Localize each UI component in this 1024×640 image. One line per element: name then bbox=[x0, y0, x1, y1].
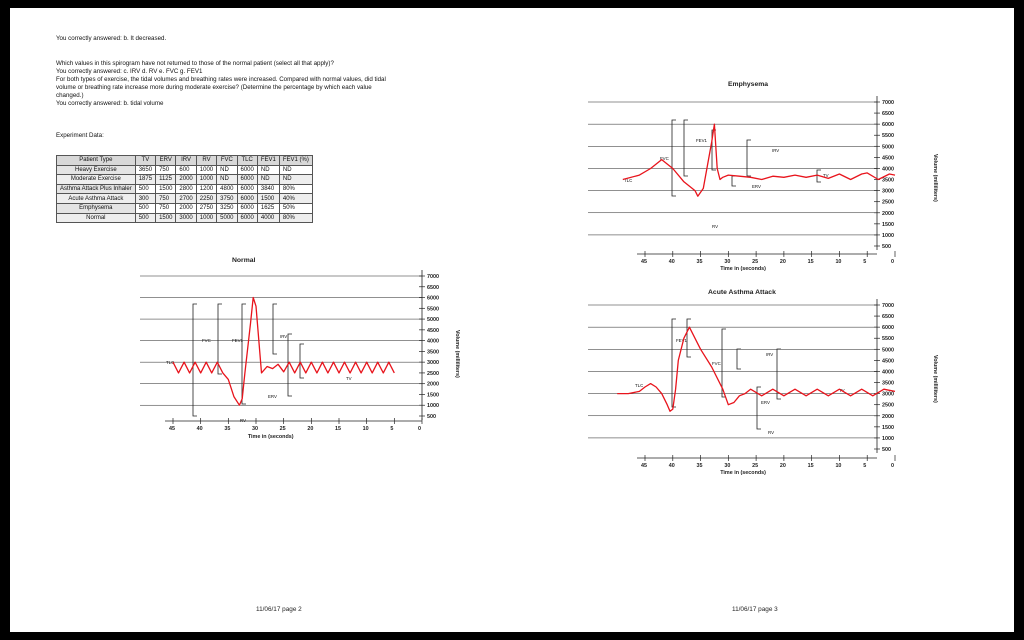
y-tick-label: 5000 bbox=[882, 144, 894, 151]
table-header-cell: TLC bbox=[237, 156, 257, 166]
x-tick-label: 5 bbox=[863, 463, 867, 469]
spirogram-line bbox=[173, 298, 394, 406]
table-cell: 1000 bbox=[196, 165, 216, 175]
x-tick-label: 25 bbox=[752, 259, 759, 265]
bracket bbox=[747, 140, 751, 176]
y-tick-label: 500 bbox=[427, 414, 436, 420]
x-tick-label: 35 bbox=[696, 463, 703, 469]
table-cell: 1500 bbox=[257, 194, 279, 204]
volume-label-erv: ERV bbox=[752, 184, 761, 189]
table-cell: 1200 bbox=[196, 184, 216, 194]
emphysema-spirogram-chart bbox=[512, 78, 1014, 283]
experiment-data-table bbox=[56, 155, 313, 223]
patient-type-cell: Normal bbox=[57, 213, 136, 223]
y-tick-label: 2500 bbox=[882, 199, 894, 206]
table-cell: 3650 bbox=[135, 165, 155, 175]
table-row bbox=[57, 213, 313, 223]
table-cell: ND bbox=[279, 165, 312, 175]
y-tick-label: 3000 bbox=[427, 360, 439, 367]
y-axis-title: Volume (milliliters) bbox=[932, 355, 938, 403]
table-cell: 2000 bbox=[176, 175, 196, 185]
volume-label-tv: TV bbox=[823, 173, 829, 178]
bracket bbox=[300, 344, 304, 378]
patient-type-cell: Moderate Exercise bbox=[57, 175, 136, 185]
table-cell: 1000 bbox=[196, 213, 216, 223]
volume-label-erv: ERV bbox=[268, 394, 277, 399]
bracket bbox=[687, 319, 691, 357]
y-tick-label: 3500 bbox=[882, 380, 894, 387]
volume-label-erv: ERV bbox=[761, 400, 770, 405]
table-cell: 5000 bbox=[217, 213, 237, 223]
table-header-cell: RV bbox=[196, 156, 216, 166]
x-tick-label: 30 bbox=[252, 426, 258, 432]
volume-label-irv: IRV bbox=[766, 352, 774, 357]
y-axis-title: Volume (milliliters) bbox=[454, 330, 460, 378]
table-cell: 6000 bbox=[237, 194, 257, 204]
x-tick-label: 25 bbox=[279, 426, 286, 432]
patient-type-cell: Asthma Attack Plus Inhaler bbox=[57, 184, 136, 194]
volume-label-fev1: FEV1 bbox=[676, 338, 687, 343]
y-tick-label: 3000 bbox=[882, 188, 894, 195]
y-tick-label: 5500 bbox=[427, 306, 439, 313]
table-cell: 1500 bbox=[156, 184, 176, 194]
patient-type-cell: Heavy Exercise bbox=[57, 165, 136, 175]
x-tick-label: 20 bbox=[779, 259, 786, 265]
bracket bbox=[684, 120, 688, 176]
volume-label-fvc: FVC bbox=[202, 338, 211, 343]
x-axis-title: Time in (seconds) bbox=[720, 470, 766, 476]
answer-line-3: You correctly answered: b. tidal volume bbox=[56, 100, 164, 107]
table-cell: 4800 bbox=[217, 184, 237, 194]
table-cell: 6000 bbox=[237, 184, 257, 194]
table-cell: 500 bbox=[135, 203, 155, 213]
volume-label-rv: RV bbox=[712, 224, 719, 229]
x-tick-label: 30 bbox=[724, 259, 731, 265]
table-header-cell: Patient Type bbox=[57, 156, 136, 166]
table-cell: 2700 bbox=[176, 194, 196, 204]
table-cell: ND bbox=[257, 165, 279, 175]
page-2-footer: 11/06/17 page 2 bbox=[256, 606, 302, 613]
table-cell: 750 bbox=[156, 194, 176, 204]
volume-label-fev1: FEV1 bbox=[696, 138, 707, 143]
y-tick-label: 6000 bbox=[882, 122, 894, 129]
table-cell: ND bbox=[257, 175, 279, 185]
y-tick-label: 6500 bbox=[427, 284, 439, 291]
table-cell: 3750 bbox=[217, 194, 237, 204]
y-tick-label: 6500 bbox=[882, 111, 894, 118]
table-row bbox=[57, 175, 313, 185]
x-tick-label: 20 bbox=[307, 426, 314, 432]
y-tick-label: 6000 bbox=[882, 325, 894, 332]
bracket bbox=[672, 120, 676, 196]
table-cell: 6000 bbox=[237, 175, 257, 185]
x-tick-label: 40 bbox=[668, 259, 675, 265]
x-tick-label: 5 bbox=[863, 259, 867, 265]
y-tick-label: 6000 bbox=[427, 295, 439, 302]
x-tick-label: 15 bbox=[807, 463, 814, 469]
x-axis-title: Time in (seconds) bbox=[720, 266, 766, 272]
answer-line-1: You correctly answered: b. It decreased. bbox=[56, 35, 167, 42]
question-line-2a: For both types of exercise, the tidal volumes and breathing rates were increased. Compared with normal values, did tidal bbox=[56, 76, 386, 83]
bracket bbox=[732, 176, 736, 186]
table-cell: 1500 bbox=[156, 213, 176, 223]
page-3-footer: 11/06/17 page 3 bbox=[732, 606, 778, 613]
x-tick-label: 15 bbox=[335, 426, 341, 432]
y-tick-label: 5000 bbox=[427, 317, 439, 324]
table-cell: 6000 bbox=[237, 203, 257, 213]
x-axis-title: Time in (seconds) bbox=[247, 434, 294, 440]
volume-label-rv: RV bbox=[240, 418, 247, 423]
table-cell: ND bbox=[279, 175, 312, 185]
y-tick-label: 4000 bbox=[427, 338, 439, 345]
table-cell: 500 bbox=[135, 184, 155, 194]
question-line: Which values in this spirogram have not returned to those of the normal patient (select all that apply)? bbox=[56, 60, 334, 67]
y-tick-label: 3500 bbox=[427, 349, 439, 356]
table-cell: 4000 bbox=[257, 213, 279, 223]
x-tick-label: 45 bbox=[641, 259, 647, 265]
x-tick-label: 25 bbox=[752, 463, 759, 469]
spirogram-line bbox=[617, 327, 895, 411]
y-axis-title: Volume (milliliters) bbox=[932, 154, 938, 202]
y-tick-label: 1500 bbox=[882, 221, 894, 228]
table-cell: 50% bbox=[279, 203, 312, 213]
x-tick-label: 10 bbox=[362, 426, 369, 432]
volume-label-tv: TV bbox=[346, 376, 352, 381]
x-tick-label: 35 bbox=[696, 259, 703, 265]
table-cell: 600 bbox=[176, 165, 196, 175]
chart-title: Emphysema bbox=[728, 81, 769, 88]
x-tick-label: 0 bbox=[418, 426, 421, 432]
x-tick-label: 45 bbox=[641, 463, 647, 469]
page-right bbox=[512, 8, 1014, 632]
table-cell: 2800 bbox=[176, 184, 196, 194]
table-cell: 1875 bbox=[135, 175, 155, 185]
y-tick-label: 5500 bbox=[882, 133, 894, 140]
table-cell: 80% bbox=[279, 213, 312, 223]
table-cell: 40% bbox=[279, 194, 312, 204]
x-tick-label: 40 bbox=[196, 426, 203, 432]
chart-title: Acute Asthma Attack bbox=[708, 289, 776, 296]
volume-label-tlc: TLC bbox=[166, 360, 175, 365]
acute-asthma-spirogram-chart bbox=[512, 279, 1014, 489]
table-header-row bbox=[57, 156, 313, 166]
table-cell: 1125 bbox=[156, 175, 176, 185]
table-header-cell: FEV1 (%) bbox=[279, 156, 312, 166]
y-tick-label: 500 bbox=[882, 244, 891, 250]
volume-label-tlc: TLC bbox=[635, 383, 644, 388]
bracket bbox=[737, 349, 741, 369]
table-cell: 2250 bbox=[196, 194, 216, 204]
x-tick-label: 0 bbox=[891, 259, 894, 265]
normal-spirogram-chart bbox=[140, 254, 460, 464]
volume-label-irv: IRV bbox=[280, 334, 288, 339]
experiment-data-heading: Experiment Data: bbox=[56, 132, 104, 139]
y-tick-label: 2000 bbox=[427, 381, 439, 388]
y-tick-label: 1000 bbox=[882, 435, 894, 442]
y-tick-label: 500 bbox=[882, 447, 891, 453]
y-tick-label: 3000 bbox=[882, 391, 894, 398]
question-line-2b: volume or breathing rate increase more during moderate exercise? (Determine the percentage by which each value bbox=[56, 84, 372, 91]
y-tick-label: 4500 bbox=[882, 155, 894, 162]
x-tick-label: 35 bbox=[224, 426, 231, 432]
table-body bbox=[57, 165, 313, 223]
y-tick-label: 7000 bbox=[427, 274, 439, 280]
table-cell: 6000 bbox=[237, 165, 257, 175]
y-tick-label: 7000 bbox=[882, 100, 894, 106]
y-tick-label: 5000 bbox=[882, 347, 894, 354]
table-cell: 750 bbox=[156, 165, 176, 175]
y-tick-label: 7000 bbox=[882, 303, 894, 309]
volume-label-irv: IRV bbox=[772, 148, 780, 153]
table-cell: ND bbox=[217, 165, 237, 175]
volume-label-fvc: FVC bbox=[712, 361, 721, 366]
volume-label-rv: RV bbox=[768, 430, 775, 435]
answer-line-2: You correctly answered: c. IRV d. RV e. FVC g. FEV1 bbox=[56, 68, 203, 75]
x-tick-label: 40 bbox=[668, 463, 675, 469]
y-tick-label: 1500 bbox=[882, 424, 894, 431]
page-left bbox=[10, 8, 512, 632]
table-row bbox=[57, 165, 313, 175]
table-header-cell: FVC bbox=[217, 156, 237, 166]
volume-label-tv: TV bbox=[839, 388, 845, 393]
y-tick-label: 4000 bbox=[882, 166, 894, 173]
table-header-cell: TV bbox=[135, 156, 155, 166]
y-tick-label: 1000 bbox=[427, 403, 439, 410]
bracket bbox=[273, 304, 277, 354]
volume-label-fev1: FEV1 bbox=[232, 338, 243, 343]
table-row bbox=[57, 194, 313, 204]
table-cell: 750 bbox=[156, 203, 176, 213]
bracket bbox=[193, 304, 197, 416]
table-cell: ND bbox=[217, 175, 237, 185]
chart-title: Normal bbox=[232, 257, 256, 264]
bracket bbox=[722, 329, 726, 397]
table-cell: 80% bbox=[279, 184, 312, 194]
table-cell: 1000 bbox=[196, 175, 216, 185]
x-tick-label: 30 bbox=[724, 463, 731, 469]
table-cell: 2750 bbox=[196, 203, 216, 213]
table-header-cell: FEV1 bbox=[257, 156, 279, 166]
y-tick-label: 1500 bbox=[427, 392, 439, 399]
table-row bbox=[57, 184, 313, 194]
y-tick-label: 2000 bbox=[882, 210, 894, 217]
table-cell: 500 bbox=[135, 213, 155, 223]
x-tick-label: 15 bbox=[807, 259, 814, 265]
y-tick-label: 3500 bbox=[882, 177, 894, 184]
y-tick-label: 1000 bbox=[882, 232, 894, 239]
table-cell: 3250 bbox=[217, 203, 237, 213]
volume-label-tlc: TLC bbox=[624, 178, 633, 183]
x-tick-label: 5 bbox=[390, 426, 394, 432]
x-tick-label: 10 bbox=[835, 463, 842, 469]
x-tick-label: 0 bbox=[891, 463, 894, 469]
x-tick-label: 20 bbox=[779, 463, 786, 469]
volume-label-fvc: FVC bbox=[660, 156, 669, 161]
y-tick-label: 2500 bbox=[427, 370, 439, 377]
table-cell: 3000 bbox=[176, 213, 196, 223]
y-tick-label: 2500 bbox=[882, 402, 894, 409]
table-cell: 3840 bbox=[257, 184, 279, 194]
table-header-cell: IRV bbox=[176, 156, 196, 166]
table-cell: 2000 bbox=[176, 203, 196, 213]
x-tick-label: 10 bbox=[835, 259, 842, 265]
y-tick-label: 5500 bbox=[882, 336, 894, 343]
x-tick-label: 45 bbox=[169, 426, 175, 432]
patient-type-cell: Emphysema bbox=[57, 203, 136, 213]
y-tick-label: 2000 bbox=[882, 413, 894, 420]
y-tick-label: 4500 bbox=[427, 327, 439, 334]
question-line-2c: changed.) bbox=[56, 92, 84, 99]
y-tick-label: 6500 bbox=[882, 314, 894, 321]
table-cell: 300 bbox=[135, 194, 155, 204]
y-tick-label: 4500 bbox=[882, 358, 894, 365]
table-cell: 1625 bbox=[257, 203, 279, 213]
patient-type-cell: Acute Asthma Attack bbox=[57, 194, 136, 204]
table-header-cell: ERV bbox=[156, 156, 176, 166]
y-tick-label: 4000 bbox=[882, 369, 894, 376]
table-cell: 6000 bbox=[237, 213, 257, 223]
table-row bbox=[57, 203, 313, 213]
